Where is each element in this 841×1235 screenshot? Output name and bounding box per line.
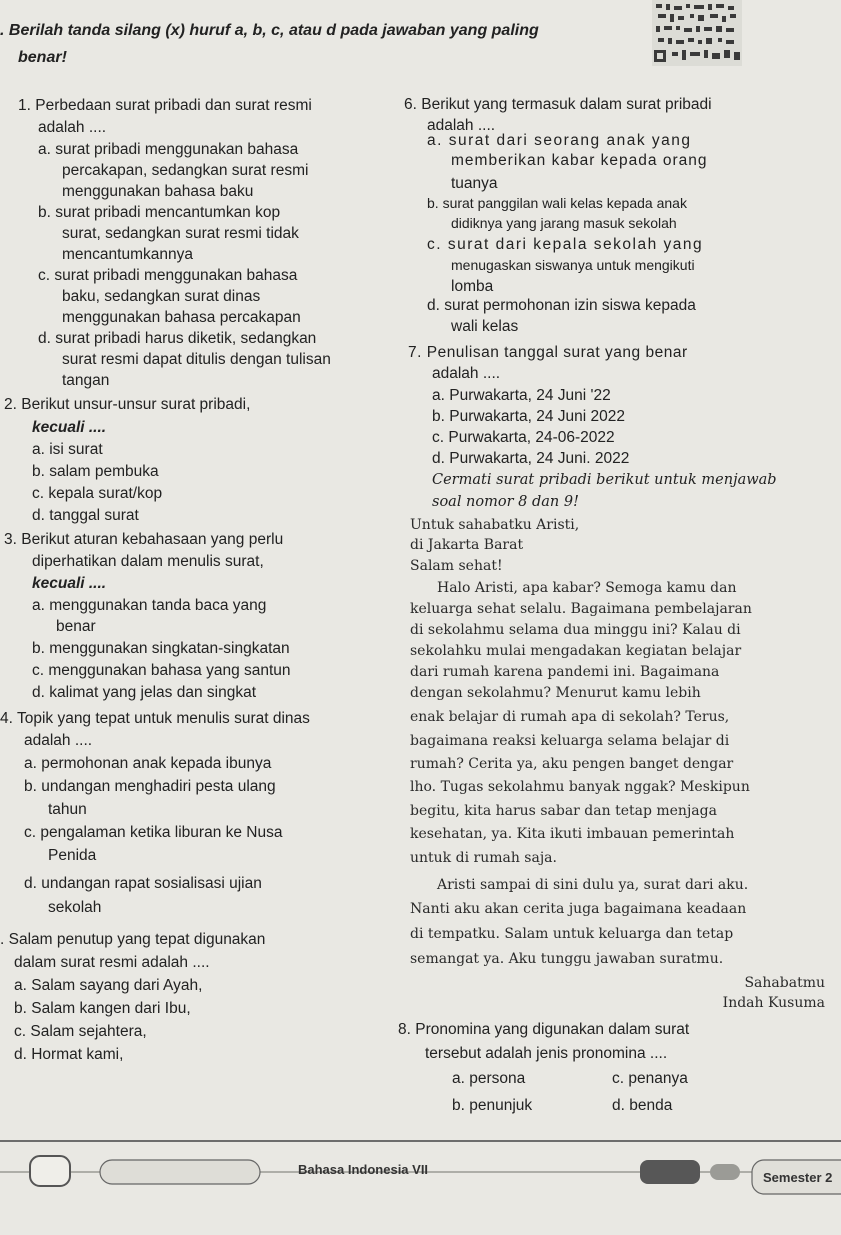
qr-code-icon (652, 0, 742, 66)
q2-option-c[interactable]: c. kepala surat/kop (32, 485, 163, 502)
q7-stem-1: 7. Penulisan tanggal surat yang benar (408, 344, 688, 361)
q8-option-d[interactable]: d. benda (612, 1097, 673, 1114)
letter-line-6: dengan sekolahmu? Menurut kamu lebih (410, 685, 701, 701)
footer-semester: Semester 2 (763, 1170, 833, 1185)
q4-option-d-2: sekolah (48, 899, 102, 916)
q6-option-d-1[interactable]: d. surat permohonan izin siswa kepada (427, 297, 696, 314)
q8-stem-1: 8. Pronomina yang digunakan dalam surat (398, 1021, 690, 1038)
q3-option-d[interactable]: d. kalimat yang jelas dan singkat (32, 684, 257, 701)
q1-stem-1: 1. Perbedaan surat pribadi dan surat resmi (18, 97, 312, 114)
q2-option-d[interactable]: d. tanggal surat (32, 507, 139, 524)
q4-option-c-1[interactable]: c. pengalaman ketika liburan ke Nusa (24, 824, 283, 841)
footer-subject: Bahasa Indonesia VII (298, 1162, 429, 1177)
q4-option-c-2: Penida (48, 847, 97, 864)
q7-option-b[interactable]: b. Purwakarta, 24 Juni 2022 (432, 408, 626, 425)
q1-option-b-2: surat, sedangkan surat resmi tidak (62, 225, 299, 242)
q7-option-a[interactable]: a. Purwakarta, 24 Juni '22 (432, 387, 611, 404)
q2-option-b[interactable]: b. salam pembuka (32, 463, 159, 480)
letter-signature: Indah Kusuma (722, 995, 825, 1011)
q3-option-c[interactable]: c. menggunakan bahasa yang santun (32, 662, 291, 679)
q2-option-a[interactable]: a. isi surat (32, 441, 103, 458)
q6-option-a-3: tuanya (451, 175, 498, 192)
letter-line-4: sekolahku mulai mengadakan kegiatan belajar (410, 643, 742, 659)
q3-stem-3: kecuali .... (32, 575, 107, 592)
q1-option-a-3: menggunakan bahasa baku (62, 183, 254, 200)
q5-option-d[interactable]: d. Hormat kami, (14, 1046, 124, 1063)
q1-option-d-2: surat resmi dapat ditulis dengan tulisan (62, 351, 331, 368)
q4-option-b-2: tahun (48, 801, 87, 818)
letter-line-3: di sekolahmu selama dua minggu ini? Kalau di (410, 622, 741, 638)
q6-stem-2: adalah .... (427, 117, 496, 134)
q3-option-a-1[interactable]: a. menggunakan tanda baca yang (32, 597, 267, 614)
q7-option-c[interactable]: c. Purwakarta, 24-06-2022 (432, 429, 615, 446)
letter-line-14: Aristi sampai di sini dulu ya, surat dari aku. (437, 877, 749, 893)
q5-option-a[interactable]: a. Salam sayang dari Ayah, (14, 977, 203, 994)
letter-line-17: semangat ya. Aku tunggu jawaban suratmu. (410, 951, 724, 967)
instruction-line-1: . Berilah tanda silang (x) huruf a, b, c, atau d pada jawaban yang paling (0, 22, 539, 39)
q8-stem-2: tersebut adalah jenis pronomina .... (425, 1045, 668, 1062)
q1-option-a-2: percakapan, sedangkan surat resmi (62, 162, 309, 179)
q1-option-a-1[interactable]: a. surat pribadi menggunakan bahasa (38, 141, 299, 158)
q6-option-b-2: didiknya yang jarang masuk sekolah (451, 215, 677, 231)
letter-line-13: untuk di rumah saja. (410, 850, 557, 866)
q6-option-d-2: wali kelas (451, 318, 519, 335)
q3-option-b[interactable]: b. menggunakan singkatan-singkatan (32, 640, 290, 657)
q2-stem-1: 2. Berikut unsur-unsur surat pribadi, (4, 396, 251, 413)
q6-option-c-3: lomba (451, 278, 494, 295)
letter-recipient-2: di Jakarta Barat (410, 537, 524, 553)
q5-stem-1: . Salam penutup yang tepat digunakan (0, 931, 266, 948)
q4-option-a[interactable]: a. permohonan anak kepada ibunya (24, 755, 272, 772)
q4-option-d-1[interactable]: d. undangan rapat sosialisasi ujian (24, 875, 262, 892)
q3-stem-2: diperhatikan dalam menulis surat, (32, 553, 264, 570)
q5-stem-2: dalam surat resmi adalah .... (14, 954, 210, 971)
letter-recipient-1: Untuk sahabatku Aristi, (410, 517, 580, 533)
q1-option-c-2: baku, sedangkan surat dinas (62, 288, 261, 305)
q6-option-a-1[interactable]: a. surat dari seorang anak yang (427, 132, 692, 149)
q2-stem-2: kecuali .... (32, 419, 107, 436)
q6-option-c-2: menugaskan siswanya untuk mengikuti (451, 257, 695, 273)
letter-line-7: enak belajar di rumah apa di sekolah? Terus, (410, 709, 730, 725)
letter-line-12: kesehatan, ya. Kita ikuti imbauan pemerintah (410, 826, 735, 842)
letter-line-2: keluarga sehat selalu. Bagaimana pembelajaran (410, 601, 752, 617)
letter-line-8: bagaimana reaksi keluarga selama belajar di (410, 733, 730, 749)
q1-option-d-1[interactable]: d. surat pribadi harus diketik, sedangkan (38, 330, 317, 347)
q1-option-c-1[interactable]: c. surat pribadi menggunakan bahasa (38, 267, 298, 284)
letter-line-15: Nanti aku akan cerita juga bagaimana keadaan (410, 901, 747, 917)
q4-option-b-1[interactable]: b. undangan menghadiri pesta ulang (24, 778, 276, 795)
q6-option-c-1[interactable]: c. surat dari kepala sekolah yang (427, 236, 704, 253)
q6-stem-1: 6. Berikut yang termasuk dalam surat pribadi (404, 96, 712, 113)
q7-stem-2: adalah .... (432, 365, 501, 382)
footer-decoration (0, 1152, 841, 1202)
q5-option-c[interactable]: c. Salam sejahtera, (14, 1023, 147, 1040)
letter-intro-1: Cermati surat pribadi berikut untuk menjawab (432, 472, 777, 488)
letter-line-16: di tempatku. Salam untuk keluarga dan tetap (410, 926, 734, 942)
page-divider (0, 1140, 841, 1142)
letter-greeting: Salam sehat! (410, 558, 503, 574)
letter-intro-2: soal nomor 8 dan 9! (432, 494, 579, 510)
letter-signoff: Sahabatmu (744, 975, 825, 991)
q5-option-b[interactable]: b. Salam kangen dari Ibu, (14, 1000, 191, 1017)
q1-option-d-3: tangan (62, 372, 110, 389)
q1-option-c-3: menggunakan bahasa percakapan (62, 309, 301, 326)
q4-stem-2: adalah .... (24, 732, 93, 749)
q7-option-d[interactable]: d. Purwakarta, 24 Juni. 2022 (432, 450, 630, 467)
q6-option-b-1[interactable]: b. surat panggilan wali kelas kepada anak (427, 195, 687, 211)
letter-line-1: Halo Aristi, apa kabar? Semoga kamu dan (437, 580, 737, 596)
q8-option-b[interactable]: b. penunjuk (452, 1097, 533, 1114)
letter-line-9: rumah? Cerita ya, aku pengen banget dengar (410, 756, 734, 772)
q8-option-a[interactable]: a. persona (452, 1070, 526, 1087)
q8-option-c[interactable]: c. penanya (612, 1070, 688, 1087)
letter-line-10: lho. Tugas sekolahmu banyak nggak? Meskipun (410, 779, 750, 795)
q1-option-b-3: mencantumkannya (62, 246, 193, 263)
q6-option-a-2: memberikan kabar kepada orang (451, 152, 708, 169)
q1-option-b-1[interactable]: b. surat pribadi mencantumkan kop (38, 204, 281, 221)
q3-option-a-2: benar (56, 618, 96, 635)
q3-stem-1: 3. Berikut aturan kebahasaan yang perlu (4, 531, 284, 548)
letter-line-11: begitu, kita harus sabar dan tetap menjaga (410, 803, 717, 819)
instruction-line-2: benar! (18, 49, 67, 66)
q4-stem-1: 4. Topik yang tepat untuk menulis surat dinas (0, 710, 310, 727)
q1-stem-2: adalah .... (38, 119, 107, 136)
letter-line-5: dari rumah karena pandemi ini. Bagaimana (410, 664, 720, 680)
